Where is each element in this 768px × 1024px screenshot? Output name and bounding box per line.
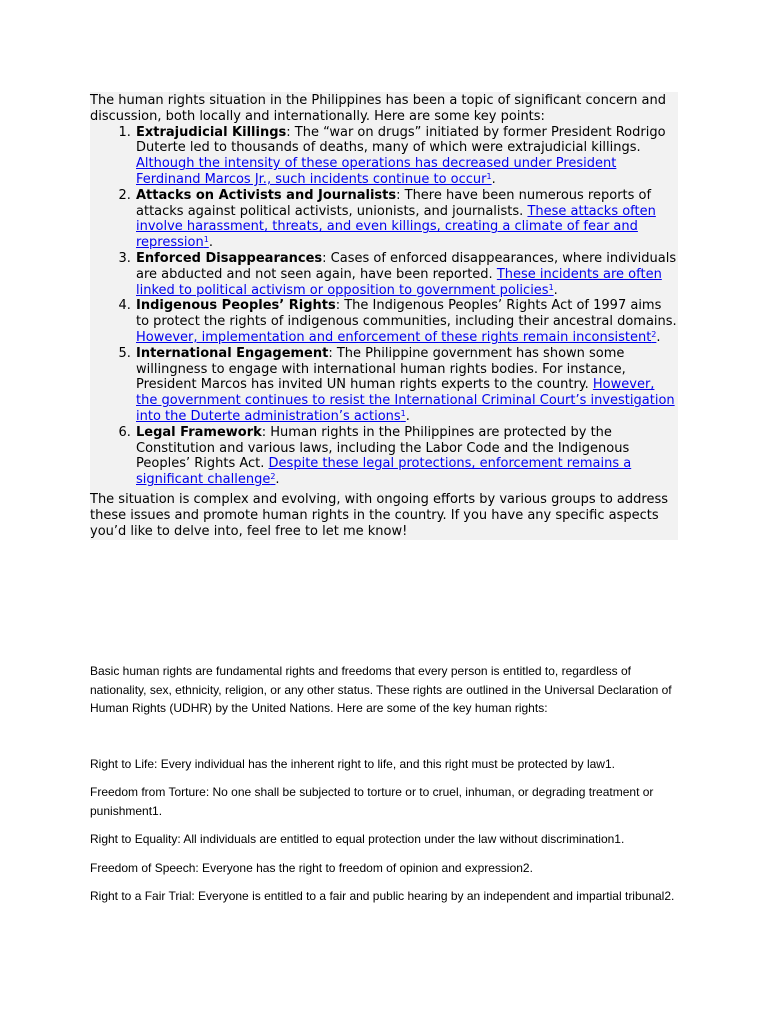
- reference-number[interactable]: 1: [486, 171, 492, 181]
- point-end: .: [491, 171, 496, 187]
- citation-link[interactable]: These incidents are often linked to political activism or opposition to government policies$^1$: [136, 266, 662, 298]
- list-item: [135, 298, 678, 345]
- summary-intro: The human rights situation in the Philippines has been a topic of significant concern and discussion, both locally and internationally. Here are some key points:: [90, 93, 666, 124]
- point-end: .: [208, 235, 213, 251]
- list-item: [135, 346, 678, 425]
- point-term: International Engagement: [136, 345, 329, 361]
- summary-closing: The situation is complex and evolving, with ongoing efforts by various groups to address these issues and promote human rights in the country. If you have any specific aspects you’d like to delve into, feel free to let me know!: [90, 491, 668, 539]
- right-to-equality-paragraph: Right to Equality: All individuals are entitled to equal protection under the law without discrimination1.: [90, 832, 625, 846]
- right-to-life-paragraph: Right to Life: Every individual has the inherent right to life, and this right must be protected by law1.: [90, 756, 615, 771]
- point-end: .: [553, 282, 558, 298]
- point-term: Enforced Disappearances: [136, 250, 323, 266]
- point-end: .: [405, 408, 410, 424]
- point-text: : Human rights in the Philippines are protected by the Constitution and various laws, including the Labor Code and the Indigenous Peoples’ Rights Act.: [136, 424, 630, 472]
- freedom-from-torture-paragraph: Freedom from Torture: No one shall be subjected to torture or to cruel, inhuman, or degrading treatment or punishment1.: [90, 785, 654, 818]
- point-term: Indigenous Peoples’ Rights: [136, 298, 336, 314]
- point-end: .: [275, 472, 280, 488]
- point-term: Extrajudicial Killings: [136, 124, 287, 140]
- point-text: : Cases of enforced disappearances, where individuals are abducted and not seen again, have been reported.: [136, 250, 677, 282]
- reference-number[interactable]: 1: [203, 235, 209, 245]
- freedom-of-speech-paragraph: Freedom of Speech: Everyone has the right to freedom of opinion and expression2.: [90, 860, 533, 875]
- reference-number[interactable]: 2: [270, 472, 276, 482]
- citation-link[interactable]: However, the government continues to resist the International Criminal Court’s investigation into the Duterte administration’s actions$^1$: [136, 377, 675, 424]
- reference-number[interactable]: 1: [548, 282, 554, 292]
- reference-number[interactable]: 2: [651, 329, 657, 339]
- list-item: [135, 188, 678, 251]
- point-text: : There have been numerous reports of attacks against political activists, unionists, and journalists.: [136, 187, 652, 219]
- point-term: Attacks on Activists and Journalists: [136, 187, 397, 203]
- citation-link[interactable]: However, implementation and enforcement of these rights remain inconsistent$^2$: [136, 329, 657, 345]
- basic-human-rights-section: [90, 662, 690, 916]
- list-item: [135, 425, 678, 488]
- citation-link[interactable]: Despite these legal protections, enforcement remains a significant challenge$^2$: [136, 456, 632, 488]
- list-item: [135, 251, 678, 298]
- point-end: .: [656, 329, 661, 345]
- citation-link[interactable]: Although the intensity of these operations has decreased under President Ferdinand Marcos Jr., such incidents continue to occur$^1$: [136, 156, 617, 187]
- point-text: : The Philippine government has shown some willingness to engage with international human rights bodies. For instance, President Marcos has invited UN human rights experts to the country.: [136, 345, 626, 393]
- basic-rights-intro: Basic human rights are fundamental rights and freedoms that every person is entitled to, regardless of nationality, sex, ethnicity, religion, or any other status. These rights are outlined in the Universal Declaration of Human Rights (UDHR) by the United Nations. Here are some of the key human rights:: [90, 664, 672, 715]
- point-term: Legal Framework: [136, 424, 262, 440]
- key-points-list: [90, 125, 678, 488]
- human-rights-summary-block: [90, 92, 678, 540]
- reference-number[interactable]: 1: [400, 408, 406, 418]
- point-text: : The “war on drugs” initiated by former President Rodrigo Duterte led to thousands of deaths, many of which were extrajudicial killings.: [136, 124, 666, 156]
- citation-link[interactable]: These attacks often involve harassment, threats, and even killings, creating a climate of fear and repression$^1$: [136, 203, 656, 251]
- list-item: [135, 125, 678, 188]
- point-text: : The Indigenous Peoples’ Rights Act of 1997 aims to protect the rights of indigenous communities, including their ancestral domains.: [136, 298, 677, 330]
- right-to-fair-trial-paragraph: Right to a Fair Trial: Everyone is entitled to a fair and public hearing by an independent and impartial tribunal2.: [90, 889, 675, 903]
